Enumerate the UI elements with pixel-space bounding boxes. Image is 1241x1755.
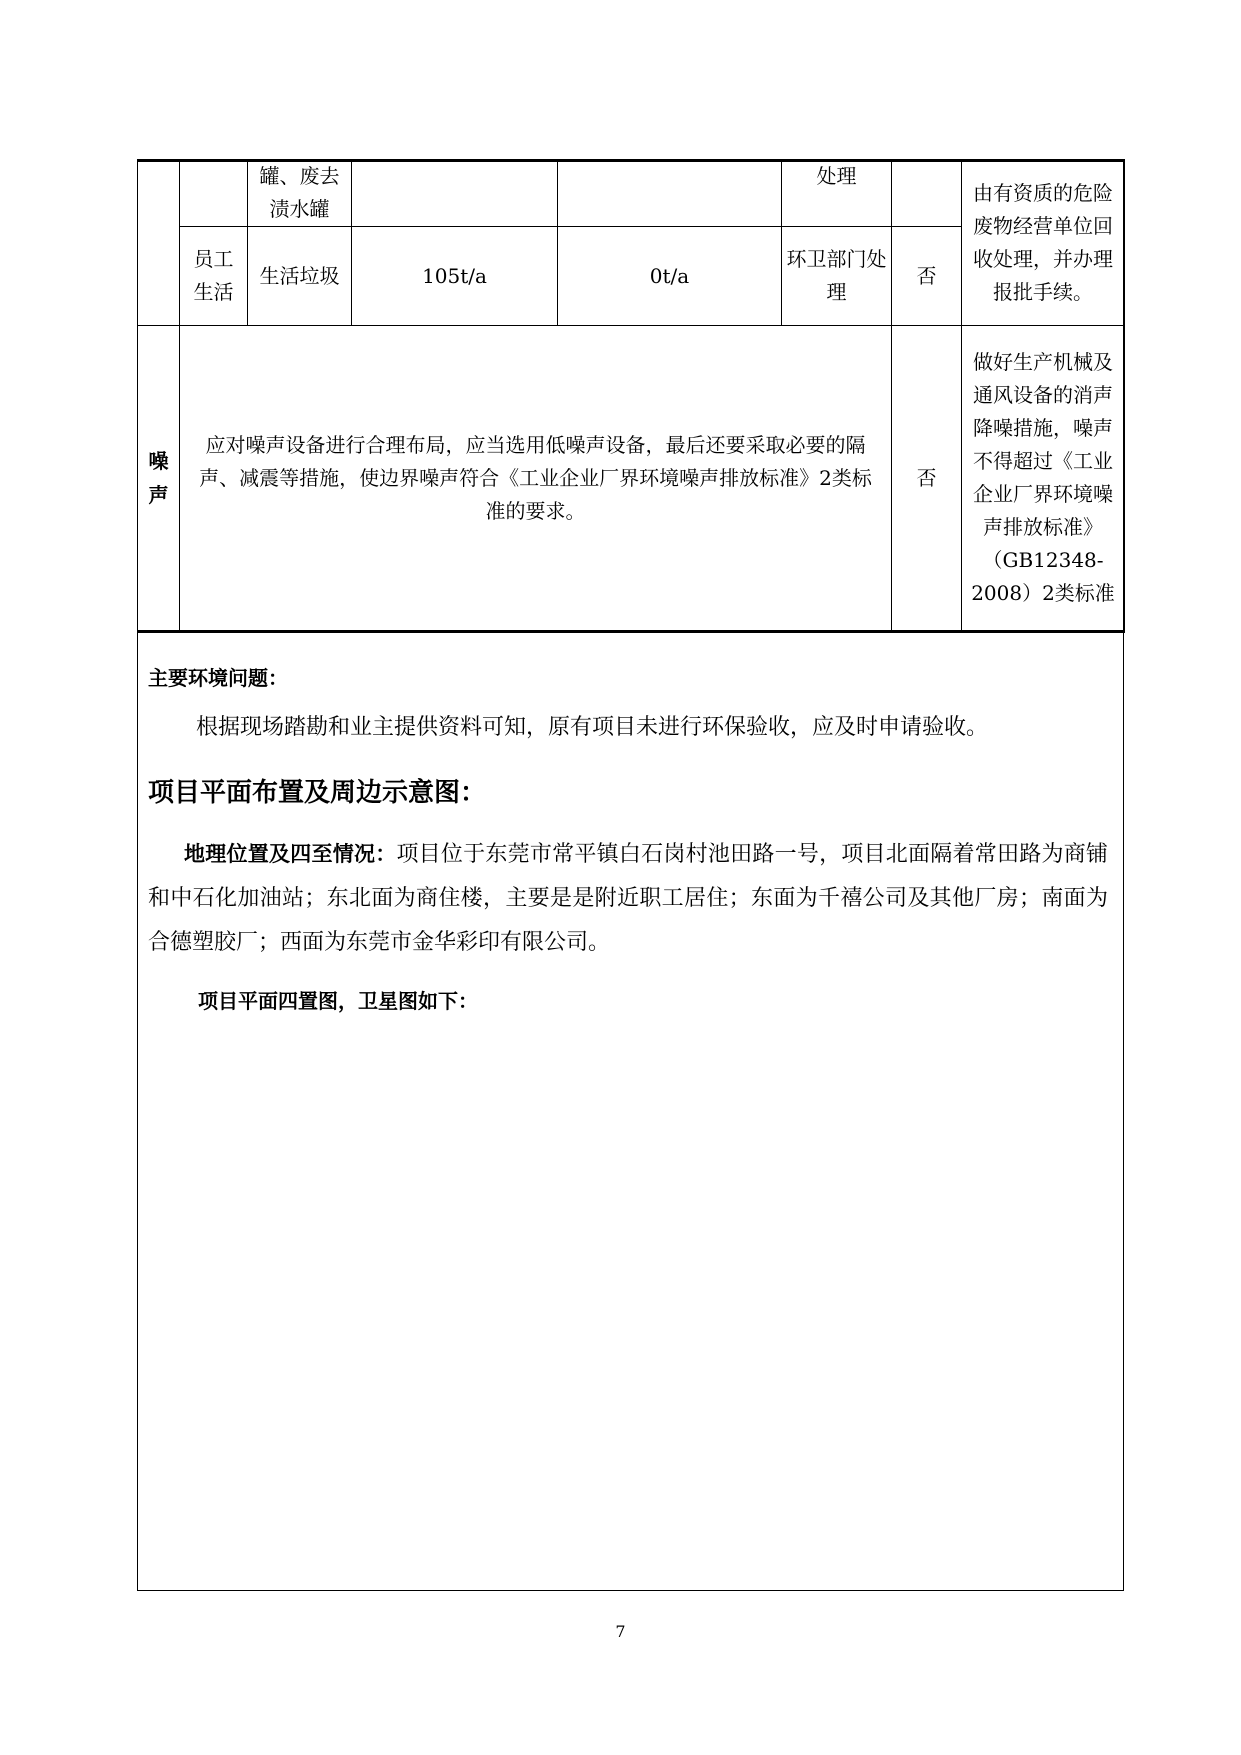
noise-label-char: 噪	[148, 449, 169, 473]
disposal-cell: 处理	[782, 160, 892, 227]
issues-heading: 主要环境问题：	[148, 666, 288, 690]
geo-text: 项目位于东莞市常平镇白石岗村池田路一号，项目北面隔着常田路为商铺和中石化加油站；东北面为商住楼，主要是是附近职工居住；东面为千禧公司及其他厂房；南面为合德塑胶厂；西面为东莞市金华彩印有限公司。	[148, 842, 1108, 955]
page-number: 7	[615, 1622, 626, 1641]
noise-label-char: 声	[148, 483, 169, 507]
result-cell: 做好生产机械及通风设备的消声降噪措施，噪声不得超过《工业企业厂界环境噪声排放标准》（GB12348-2008）2类标准	[962, 326, 1125, 632]
source-cell	[180, 160, 248, 227]
discharge-cell: 0t/a	[558, 227, 782, 326]
pollution-table	[137, 159, 1125, 633]
generation-cell	[352, 160, 558, 227]
disposal-cell: 环卫部门处理	[782, 227, 892, 326]
result-cell: 由有资质的危险废物经营单位回收处理，并办理报批手续。	[962, 160, 1125, 326]
geo-label: 地理位置及四至情况：	[184, 842, 397, 866]
waste-name-cell: 生活垃圾	[248, 227, 352, 326]
geo-paragraph	[148, 832, 1108, 965]
table-row	[138, 160, 1125, 227]
discharge-cell	[558, 160, 782, 227]
issues-text: 根据现场踏勘和业主提供资料可知，原有项目未进行环保验收，应及时申请验收。	[196, 715, 989, 740]
generation-cell: 105t/a	[352, 227, 558, 326]
category-cell	[138, 160, 180, 326]
waste-name-cell: 罐、废去渍水罐	[248, 160, 352, 227]
flag-cell: 否	[892, 227, 962, 326]
source-cell: 员工生活	[180, 227, 248, 326]
noise-category-cell	[138, 326, 180, 632]
flag-cell: 否	[892, 326, 962, 632]
table-row	[138, 326, 1125, 632]
flag-cell	[892, 160, 962, 227]
layout-heading: 项目平面布置及周边示意图：	[148, 778, 487, 808]
map-caption: 项目平面四置图，卫星图如下：	[198, 989, 478, 1013]
noise-measure-cell: 应对噪声设备进行合理布局，应当选用低噪声设备，最后还要采取必要的隔声、减震等措施，使边界噪声符合《工业企业厂界环境噪声排放标准》2类标准的要求。	[180, 326, 892, 632]
